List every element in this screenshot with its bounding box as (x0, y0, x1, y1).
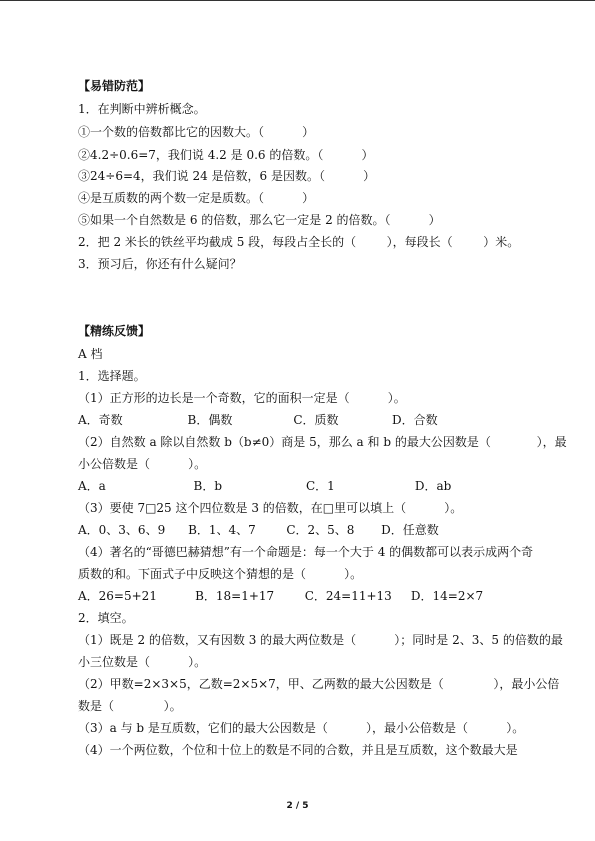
choice-q4-line2: 质数的和。下面式子中反映这个猜想的是（ ）。 (78, 567, 363, 581)
choice-q2-line1: （2）自然数 a 除以自然数 b（b≠0）商是 5，那么 a 和 b 的最大公因数是（ ），最 (78, 435, 567, 449)
fill-q3: （3）a 与 b 是互质数，它们的最大公因数是（ ），最小公倍数是（ ）。 (78, 721, 525, 735)
judgment-item-4: ④是互质数的两个数一定是质数。（ ） (78, 191, 315, 205)
fill-q4: （4）一个两位数，个位和十位上的数是不同的合数，并且是互质数，这个数最大是 (78, 743, 518, 757)
question-1-heading: 1．在判断中辨析概念。 (78, 102, 206, 116)
choice-q1: （1）正方形的边长是一个奇数，它的面积一定是（ ）。 (78, 391, 406, 405)
choice-q3-options: A．0、3、6、9 B．1、4、7 C．2、5、8 D．任意数 (78, 523, 439, 537)
section-title-practice: 【精练反馈】 (78, 324, 151, 338)
choice-q3: （3）要使 7□25 这个四位数是 3 的倍数，在□里可以填上（ ）。 (78, 501, 463, 515)
choice-q4-line1: （4）著名的“哥德巴赫猜想”有一个命题是：每一个大于 4 的偶数都可以表示成两个奇 (78, 545, 534, 559)
choice-q1-options: A．奇数 B．偶数 C．质数 D．合数 (78, 413, 438, 427)
choice-q4-options: A．26=5+21 B．18=1+17 C．24=11+13 D．14=2×7 (78, 589, 484, 603)
question-2: 2．把 2 米长的铁丝平均截成 5 段，每段占全长的（ ），每段长（ ）米。 (78, 235, 520, 249)
judgment-item-2: ②4.2÷0.6=7，我们说 4.2 是 0.6 的倍数。（ ） (78, 148, 374, 162)
top-border-line (0, 0, 595, 1)
fill-q2-line2: 数是（ ）。 (78, 699, 182, 713)
judgment-item-3: ③24÷6=4，我们说 24 是倍数，6 是因数。（ ） (78, 169, 376, 183)
choice-q2-line2: 小公倍数是（ ）。 (78, 457, 207, 471)
judgment-item-5: ⑤如果一个自然数是 6 的倍数，那么它一定是 2 的倍数。（ ） (78, 213, 441, 227)
section-title-error-prevention: 【易错防范】 (78, 79, 151, 93)
judgment-item-1: ①一个数的倍数都比它的因数大。（ ） (78, 125, 315, 139)
fill-q1-line1: （1）既是 2 的倍数，又有因数 3 的最大两位数是（ ）；同时是 2、3、5 的倍数的最 (78, 633, 563, 647)
question-3: 3．预习后，你还有什么疑问？ (78, 257, 242, 271)
fill-q1-line2: 小三位数是（ ）。 (78, 655, 207, 669)
level-a-label: A 档 (78, 347, 103, 361)
choice-heading: 1．选择题。 (78, 369, 146, 383)
fill-q2-line1: （2）甲数=2×3×5，乙数=2×5×7，甲、乙两数的最大公因数是（ ），最小公倍 (78, 677, 560, 691)
fill-heading: 2．填空。 (78, 611, 134, 625)
choice-q2-options: A．a B．b C．1 D．ab (78, 479, 452, 493)
page-number: 2 / 5 (286, 801, 309, 811)
